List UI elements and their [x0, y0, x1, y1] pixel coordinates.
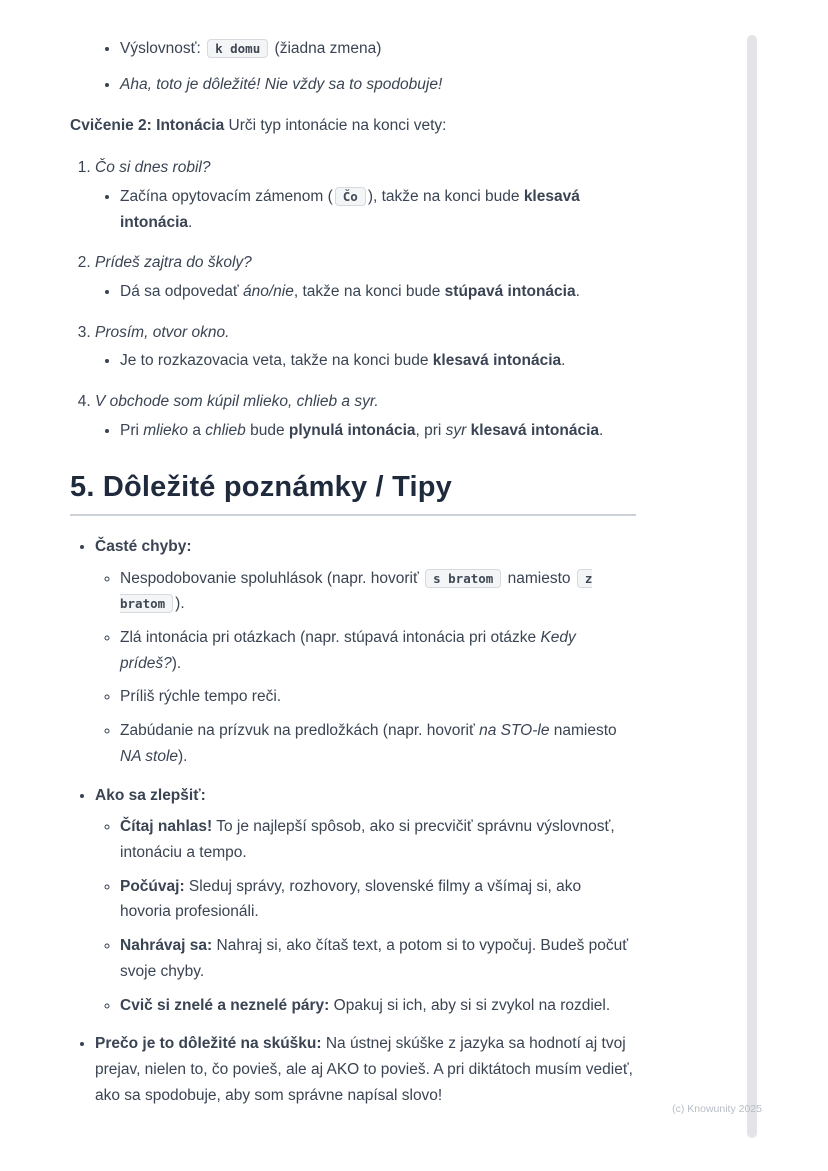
exercise-question: [95, 155, 636, 181]
exercise-question: [95, 250, 636, 276]
text-run: Zlá intonácia pri otázkach (napr. stúpavá intonácia pri otázke: [120, 629, 541, 646]
section-heading-notes-tips: 5. Dôležité poznámky / Tipy: [70, 470, 636, 516]
tips-subitem-text: [120, 933, 636, 984]
answer-item: [120, 279, 636, 305]
text-run: a: [188, 421, 206, 439]
tips-subitem: [120, 625, 636, 676]
exercise-2-list: [70, 155, 636, 443]
copyright-footer: (c) Knowunity 2025: [672, 1103, 762, 1115]
text-run: Začína opytovacím zámenom (: [120, 187, 333, 205]
tips-subitem-text: [120, 566, 636, 617]
text-run: chlieb: [205, 421, 246, 439]
list-item: [120, 36, 636, 62]
exercise-item: [95, 389, 636, 443]
tips-subitem: [120, 933, 636, 984]
tips-subitem: [120, 993, 636, 1019]
tips-item: [95, 783, 636, 1019]
text-run: Prídeš zajtra do školy?: [95, 254, 252, 272]
document-content: [70, 36, 636, 1122]
text-run: Prosím, otvor okno.: [95, 323, 230, 341]
text-run: Príliš rýchle tempo reči.: [120, 688, 282, 706]
text-run: V obchode som kúpil mlieko, chlieb a syr.: [95, 393, 379, 411]
text-run: Aha, toto je dôležité! Nie vždy sa to spodobuje!: [120, 75, 443, 93]
text-run: namiesto: [503, 569, 575, 587]
tips-subitem-text: [120, 874, 636, 925]
text-run: Cvič si znelé a neznelé páry:: [120, 996, 330, 1014]
tips-label: [95, 783, 636, 809]
text-run: To je najlepší spôsob, ako si precvičiť správnu výslovnosť, intonáciu a tempo.: [120, 818, 615, 862]
tips-subitem-text: [120, 814, 636, 865]
tips-item: [95, 1031, 636, 1108]
text-run: .: [188, 213, 193, 231]
text-run: ), takže na konci bude: [367, 187, 524, 205]
text-run: klesavá intonácia: [120, 187, 580, 231]
text-run: plynulá intonácia: [288, 421, 416, 439]
tips-item: [95, 534, 636, 770]
text-run: Zabúdanie na prízvuk na predložkách (napr. hovoriť: [120, 722, 480, 740]
tips-subitem: [120, 684, 636, 710]
list-item: [120, 72, 636, 98]
text-run: Pri: [120, 421, 144, 439]
text-run: ).: [171, 654, 182, 672]
text-run: Počúvaj:: [120, 877, 185, 895]
tips-subitem-text: [120, 684, 636, 710]
text-run: Časté chyby:: [95, 537, 192, 555]
tips-subitem-text: [120, 718, 636, 769]
text-run: Nahrávaj sa:: [120, 937, 213, 955]
tips-list: [70, 534, 636, 1109]
answer-list: [95, 279, 636, 305]
text-run: (žiadna zmena): [270, 40, 382, 57]
text-run: klesavá intonácia: [432, 352, 562, 370]
text-run: .: [575, 283, 580, 301]
text-run: .: [599, 421, 604, 439]
answer-item: [120, 418, 636, 444]
tips-sublist: [95, 566, 636, 770]
tips-subitem-text: [120, 993, 636, 1019]
text-run: .: [561, 352, 566, 370]
text-run: Dá sa odpovedať: [120, 283, 244, 301]
text-run: Nahraj si, ako čítaš text, a potom si to vypočuj. Budeš počuť svoje chyby.: [120, 937, 629, 980]
exercise-item: [95, 320, 636, 374]
scrollbar-thumb[interactable]: [747, 35, 757, 1138]
text-run: , takže na konci bude: [293, 283, 445, 301]
inline-code: s bratom: [425, 569, 501, 588]
answer-list: [95, 348, 636, 374]
inline-code: k domu: [207, 39, 268, 58]
text-run: klesavá intonácia: [470, 421, 600, 439]
text-run: Urči typ intonácie na konci vety:: [224, 117, 447, 135]
text-run: bude: [245, 421, 289, 439]
tips-subitem: [120, 814, 636, 865]
bullet-text: [120, 72, 636, 98]
text-run: Sleduj správy, rozhovory, slovenské filmy a všímaj si, ako hovoria profesionáli.: [120, 877, 582, 921]
answer-item: [120, 348, 636, 374]
tips-sublist: [95, 814, 636, 1018]
text-run: ).: [175, 595, 185, 613]
text-run: Je to rozkazovacia veta, takže na konci bude: [120, 352, 433, 370]
answer-list: [95, 184, 636, 235]
exercise-2-title: [70, 113, 636, 139]
answer-text: [120, 279, 636, 305]
inline-code: Čo: [335, 187, 366, 206]
text-run: Nespodobovanie spoluhlások (napr. hovoriť: [120, 569, 424, 587]
text-run: áno/nie: [243, 283, 294, 301]
text-run: Čítaj nahlas!: [120, 818, 213, 836]
text-run: stúpavá intonácia: [444, 283, 576, 301]
exercise-question: [95, 320, 636, 346]
text-run: Na ústnej skúške z jazyka sa hodnotí aj tvoj prejav, nielen to, čo povieš, ale aj AKO to povieš. A pri diktátoch musím vedieť, ako sa spodobuje, aby som správne napísal slovo!: [95, 1035, 633, 1104]
text-run: , pri: [415, 421, 446, 439]
inline-code: z bratom: [120, 570, 593, 612]
exercise-item: [95, 250, 636, 304]
text-run: Ako sa zlepšiť:: [95, 786, 206, 804]
text-run: Prečo je to dôležité na skúšku:: [95, 1035, 322, 1053]
text-run: mlieko: [143, 421, 189, 439]
bullet-text: [120, 36, 636, 62]
answer-text: [120, 184, 636, 235]
text-run: namiesto: [549, 722, 617, 740]
text-run: Čo si dnes robil?: [95, 159, 211, 177]
tips-subitem-text: [120, 625, 636, 676]
text-run: Výslovnosť:: [120, 40, 206, 57]
text-run: Kedy prídeš?: [120, 629, 576, 672]
tips-label: [95, 1031, 636, 1108]
answer-text: [120, 418, 636, 444]
tips-subitem: [120, 566, 636, 617]
text-run: Opakuj si ich, aby si si zvykol na rozdiel.: [329, 996, 611, 1014]
answer-item: [120, 184, 636, 235]
answer-list: [95, 418, 636, 444]
tips-subitem: [120, 718, 636, 769]
answer-text: [120, 348, 636, 374]
tips-label: [95, 534, 636, 560]
text-run: NA stole: [120, 747, 179, 765]
pronunciation-bullet-list: [70, 36, 636, 97]
text-run: Cvičenie 2: Intonácia: [70, 117, 225, 135]
text-run: syr: [445, 421, 467, 439]
exercise-item: [95, 155, 636, 235]
text-run: na STO-le: [479, 722, 550, 740]
text-run: ).: [178, 747, 188, 765]
exercise-question: [95, 389, 636, 415]
tips-subitem: [120, 874, 636, 925]
